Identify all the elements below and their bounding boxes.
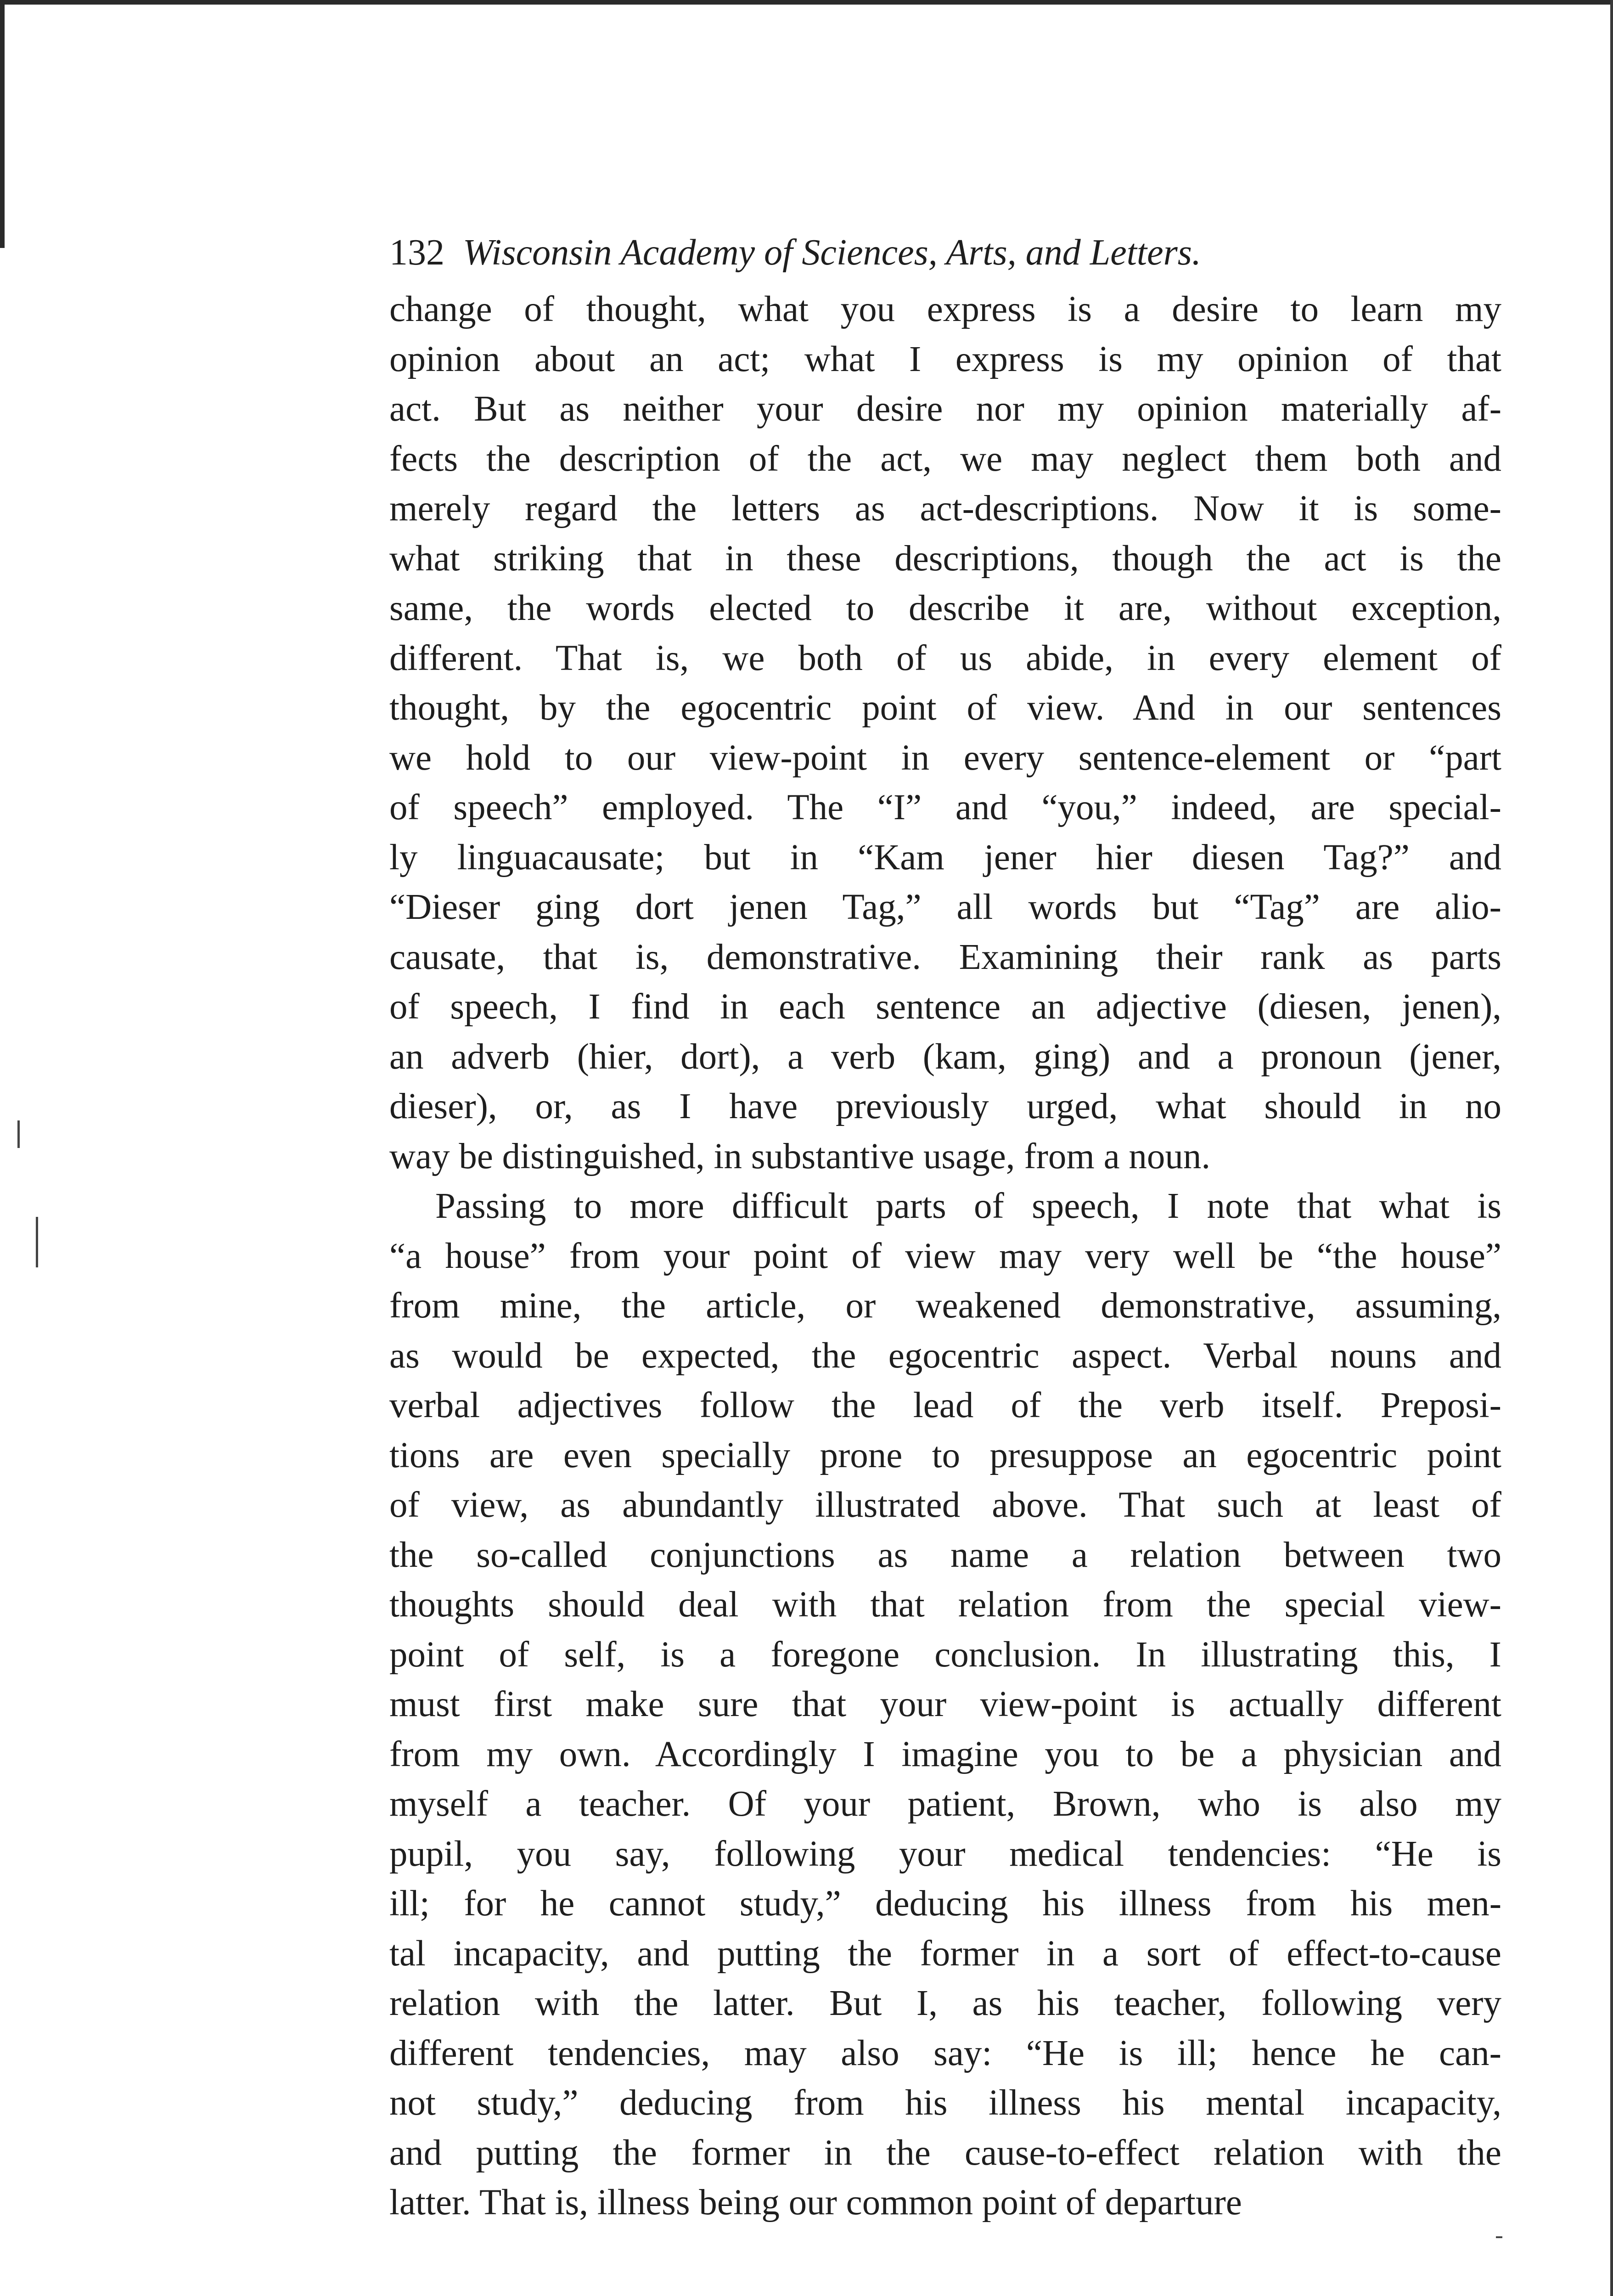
- text-line: of speech” employed. The “I” and “you,” indeed, are special-: [389, 788, 1501, 827]
- scan-speck: [36, 1217, 38, 1267]
- text-line: relation with the latter. But I, as his teacher, following very: [389, 1983, 1501, 2023]
- scan-border-left-upper: [0, 0, 5, 248]
- text-line: ill; for he cannot study,” deducing his illness from his men-: [389, 1884, 1501, 1924]
- text-line: an adverb (hier, dort), a verb (kam, ging) and a pronoun (jener,: [389, 1036, 1501, 1077]
- text-line: verbal adjectives follow the lead of the verb itself. Preposi-: [389, 1385, 1501, 1425]
- text-line: tions are even specially prone to presuppose an egocentric point: [389, 1435, 1501, 1475]
- text-line: “Dieser ging dort jenen Tag,” all words but “Tag” are alio-: [389, 887, 1501, 927]
- text-line: the so-called conjunctions as name a relation between two: [389, 1535, 1501, 1575]
- text-line: must first make sure that your view-point is actually different: [389, 1684, 1501, 1724]
- text-line: as would be expected, the egocentric aspect. Verbal nouns and: [389, 1335, 1501, 1376]
- text-line: of view, as abundantly illustrated above. That such at least of: [389, 1485, 1501, 1525]
- text-line: thoughts should deal with that relation from the special view-: [389, 1585, 1501, 1625]
- text-line: merely regard the letters as act-descriptions. Now it is some-: [389, 489, 1501, 529]
- text-line: opinion about an act; what I express is my opinion of that: [389, 339, 1501, 379]
- text-line: pupil, you say, following your medical tendencies: “He is: [389, 1834, 1501, 1874]
- page-number: 132: [389, 232, 444, 273]
- scan-speck: [17, 1120, 20, 1148]
- running-head: [389, 230, 1501, 276]
- text-line: tal incapacity, and putting the former in a sort of effect-to-cause: [389, 1933, 1501, 1974]
- text-line: what striking that in these descriptions, though the act is the: [389, 538, 1501, 579]
- text-line: from my own. Accordingly I imagine you to be a physician and: [389, 1734, 1501, 1774]
- scan-border-top: [0, 0, 1613, 5]
- text-line: of speech, I find in each sentence an adjective (diesen, jenen),: [389, 987, 1501, 1027]
- body-text: [389, 285, 1501, 2228]
- paragraph: [389, 285, 1501, 1182]
- text-line: change of thought, what you express is a desire to learn my: [389, 289, 1501, 329]
- text-line: way be distinguished, in substantive usage, from a noun.: [389, 1136, 1211, 1176]
- text-line: we hold to our view-point in every sentence-element or “part: [389, 737, 1501, 778]
- journal-title: Wisconsin Academy of Sciences, Arts, and Letters.: [463, 232, 1201, 273]
- text-line: point of self, is a foregone conclusion. In illustrating this, I: [389, 1634, 1501, 1675]
- scan-speck: [1496, 2236, 1502, 2238]
- text-line: “a house” from your point of view may very well be “the house”: [389, 1236, 1501, 1276]
- text-line: ly linguacausate; but in “Kam jener hier diesen Tag?” and: [389, 837, 1501, 878]
- text-line: from mine, the article, or weakened demonstrative, assuming,: [389, 1286, 1501, 1326]
- text-line: dieser), or, as I have previously urged, what should in no: [389, 1086, 1501, 1126]
- text-line: fects the description of the act, we may neglect them both and: [389, 439, 1501, 479]
- text-line: different tendencies, may also say: “He is ill; hence he can-: [389, 2033, 1501, 2073]
- scan-border-right: [1610, 0, 1613, 2296]
- text-line: causate, that is, demonstrative. Examining their rank as parts: [389, 937, 1501, 977]
- text-line: Passing to more difficult parts of speech, I note that what is: [435, 1186, 1501, 1226]
- text-line: and putting the former in the cause-to-effect relation with the: [389, 2133, 1501, 2173]
- paragraph: [389, 1182, 1501, 2228]
- text-line: act. But as neither your desire nor my opinion materially af-: [389, 389, 1501, 429]
- text-line: same, the words elected to describe it are, without exception,: [389, 588, 1501, 628]
- text-line: different. That is, we both of us abide, in every element of: [389, 638, 1501, 678]
- text-line: myself a teacher. Of your patient, Brown, who is also my: [389, 1784, 1501, 1824]
- text-line: latter. That is, illness being our common point of departure: [389, 2183, 1242, 2223]
- text-line: thought, by the egocentric point of view. And in our sentences: [389, 688, 1501, 728]
- text-line: not study,” deducing from his illness his mental incapacity,: [389, 2083, 1501, 2123]
- book-page: [389, 230, 1501, 2228]
